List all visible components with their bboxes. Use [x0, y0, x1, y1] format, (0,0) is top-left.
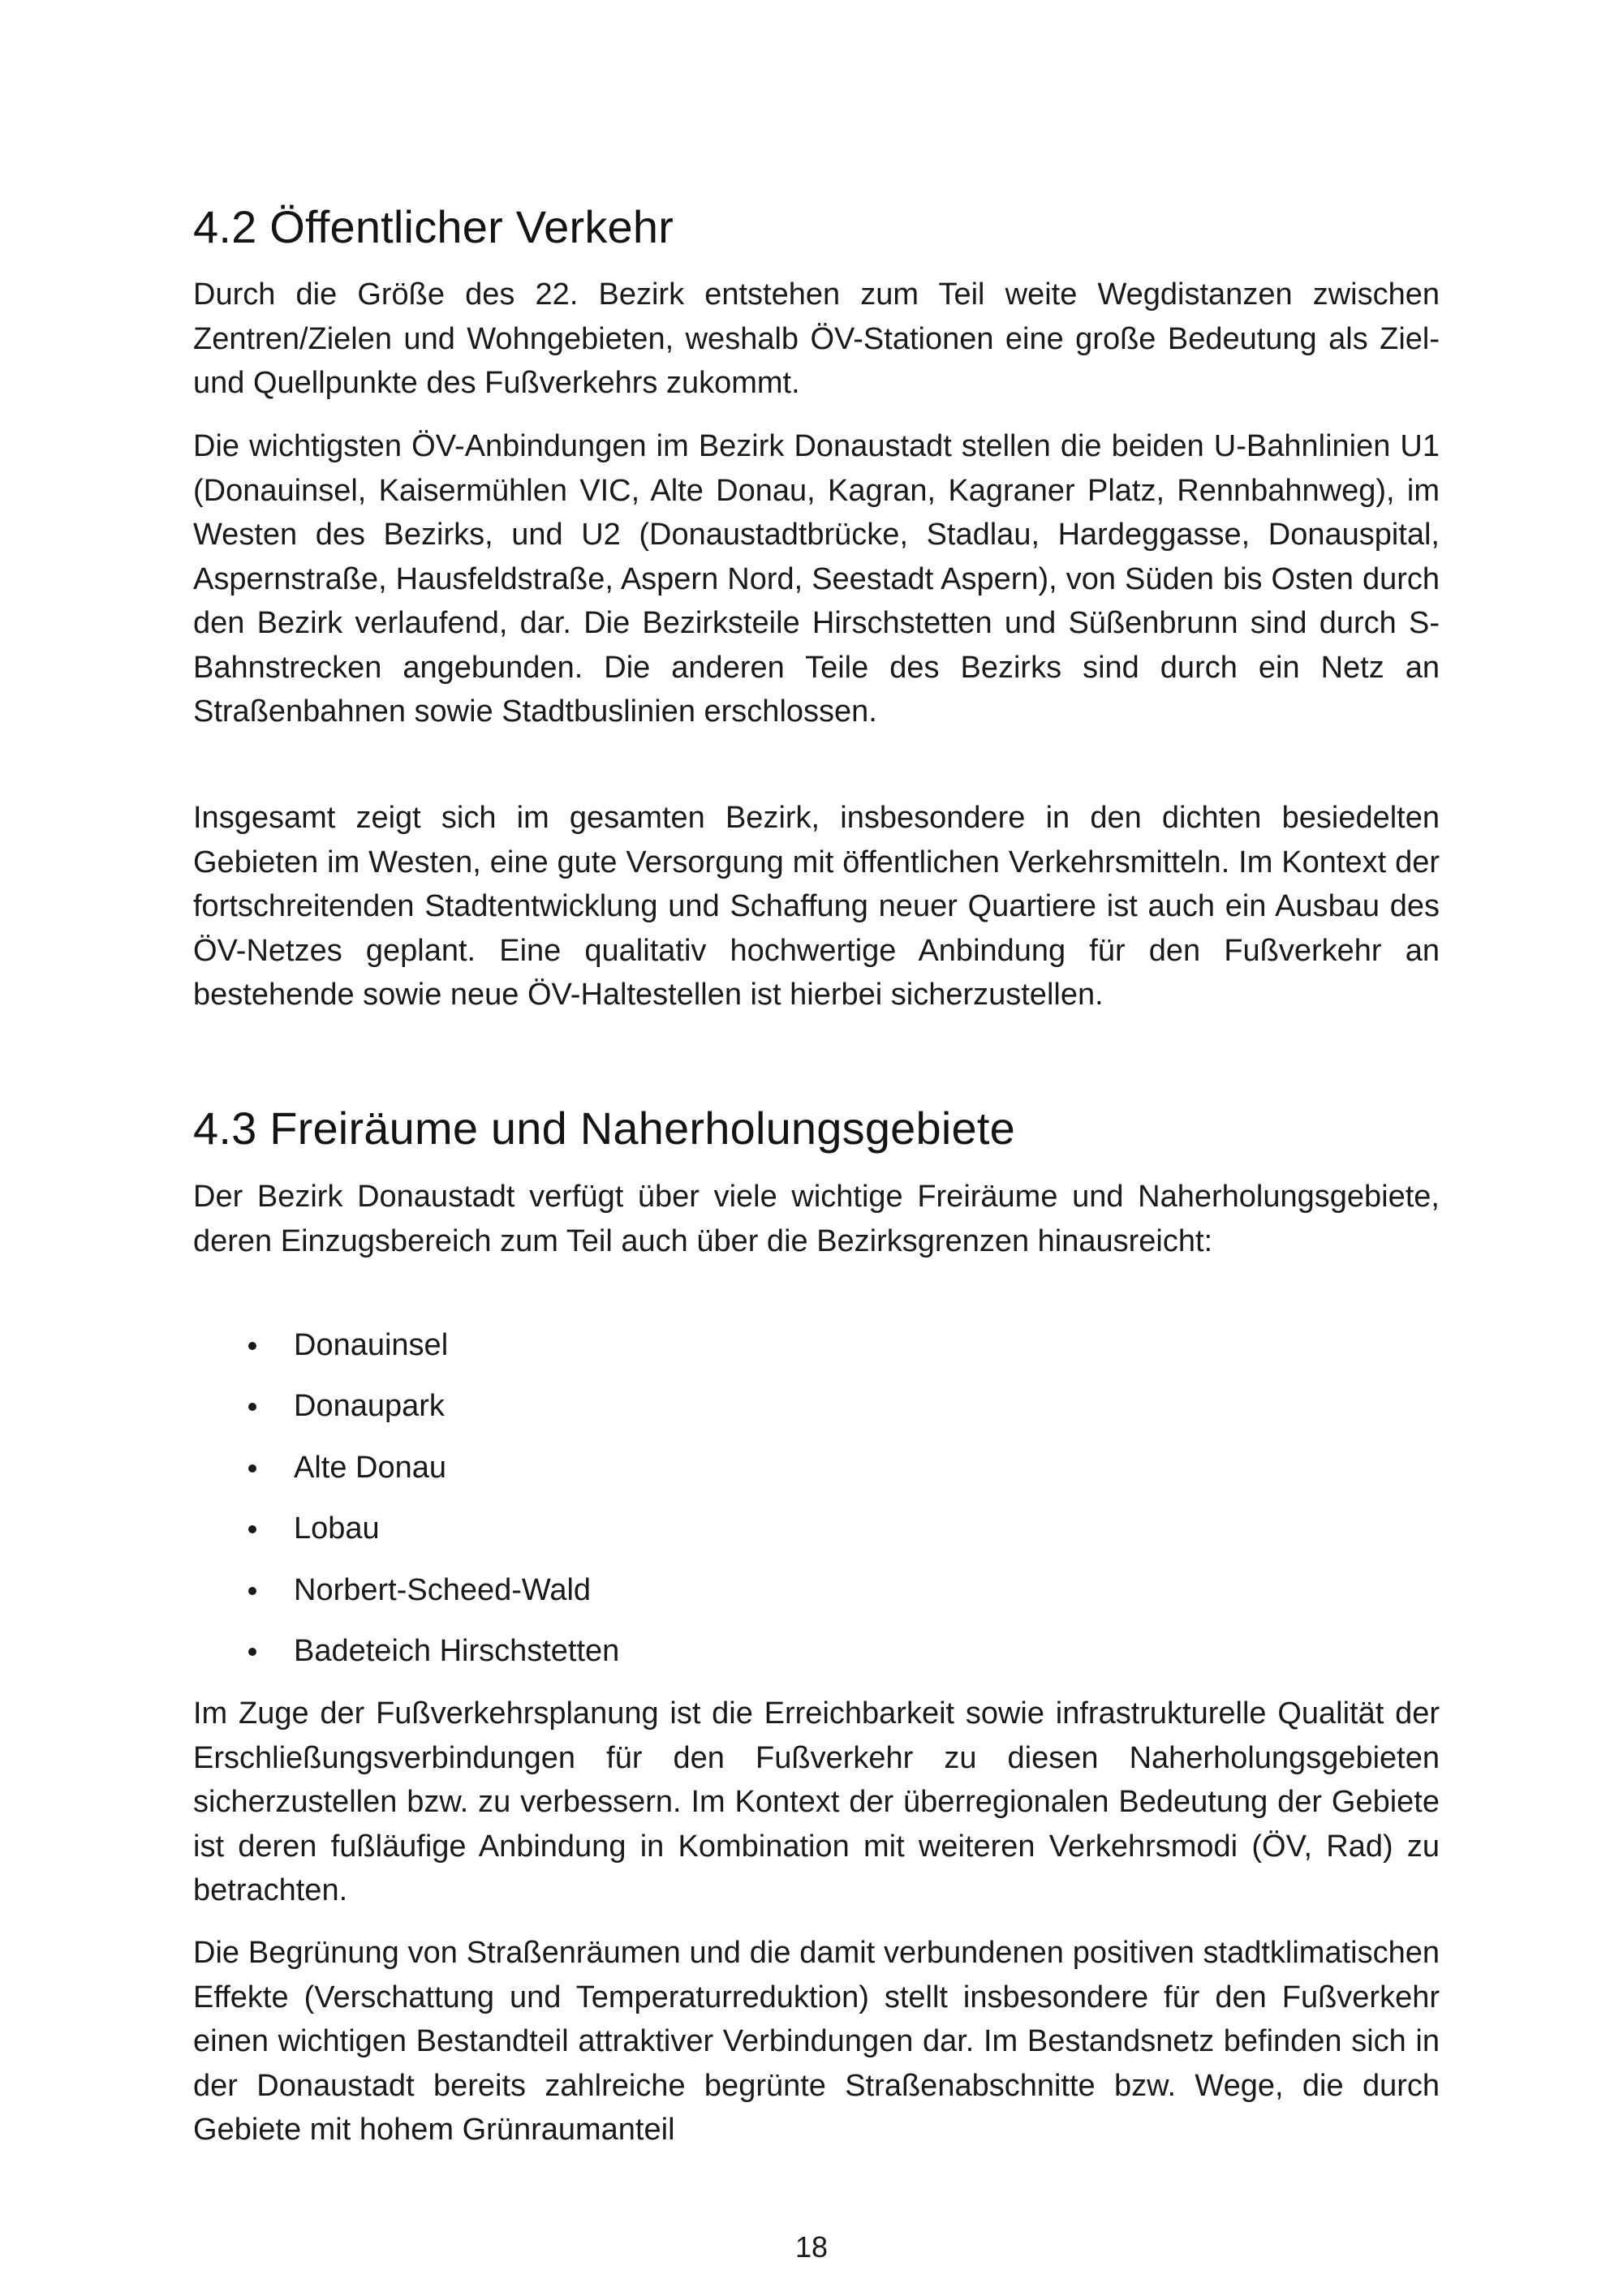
list-item	[193, 1568, 619, 1629]
list-item-text: Norbert-Scheed-Wald	[294, 1572, 592, 1607]
section-heading-public-transport: 4.2 Öffentlicher Verkehr	[193, 201, 674, 252]
list-item-text: Badeteich Hirschstetten	[294, 1633, 620, 1668]
bullet-icon	[248, 1342, 256, 1350]
bullet-icon	[248, 1587, 256, 1595]
list-item-text: Donauinsel	[294, 1328, 449, 1362]
paragraph: Insgesamt zeigt sich im gesamten Bezirk, insbesondere in den dichten besiedelten Gebieten im Westen, eine gute Versorgung mit öffentlichen Verkehrsmitteln. Im Kontext der fortschreitenden Stadtentwicklung und Schaffung neuer Quartiere ist auch ein Ausbau des ÖV-Netzes geplant. Eine qualitativ hochwertige Anbindung für den Fußverkehr an bestehende sowie neue ÖV-Haltestellen ist hierbei sicherzustellen.	[193, 801, 1440, 1012]
paragraph: Im Zuge der Fußverkehrsplanung ist die Erreichbarkeit sowie infrastrukturelle Qualität der Erschließungsverbindungen für den Fußverkehr zu diesen Naherholungsgebieten sicherzustellen bzw. zu verbessern. Im Kontext der überregionalen Bedeutung der Gebiete ist deren fußläufige Anbindung in Kombination mit weiteren Verkehrsmodi (ÖV, Rad) zu betrachten.	[193, 1696, 1440, 1907]
bullet-icon	[248, 1464, 256, 1473]
list-item	[193, 1629, 619, 1690]
list-item-text: Donaupark	[294, 1389, 445, 1424]
bullet-icon	[248, 1648, 256, 1656]
section-heading-open-spaces: 4.3 Freiräume und Naherholungsgebiete	[193, 1103, 1015, 1154]
list-item-text: Lobau	[294, 1511, 380, 1546]
list-item	[193, 1446, 619, 1507]
paragraph: Der Bezirk Donaustadt verfügt über viele wichtige Freiräume und Naherholungsgebiete, deren Einzugsbereich zum Teil auch über die Bezirksgrenzen hinausreicht:	[193, 1180, 1440, 1258]
paragraph: Die Begrünung von Straßenräumen und die damit verbundenen positiven stadtklimatischen Effekte (Verschattung und Temperaturreduktion) stellt insbesondere für den Fußverkehr einen wichtigen Bestandteil attraktiver Verbindungen dar. Im Bestandsnetz befinden sich in der Donaustadt bereits zahlreiche begrünte Straßenabschnitte bzw. Wege, die durch Gebiete mit hohem Grünraumanteil	[193, 1936, 1440, 2147]
bullet-icon	[248, 1403, 256, 1411]
bullet-icon	[248, 1525, 256, 1533]
list-item	[193, 1507, 619, 1567]
list-item	[193, 1384, 619, 1445]
bullet-list	[193, 1323, 619, 1690]
paragraph: Durch die Größe des 22. Bezirk entstehen zum Teil weite Wegdistanzen zwischen Zentren/Zielen und Wohngebieten, weshalb ÖV-Stationen eine große Bedeutung als Ziel- und Quellpunkte des Fußverkehrs zukommt.	[193, 277, 1440, 400]
list-item	[193, 1323, 619, 1384]
list-item-text: Alte Donau	[294, 1450, 447, 1485]
paragraph: Die wichtigsten ÖV-Anbindungen im Bezirk Donaustadt stellen die beiden U-Bahnlinien U1 (Donauinsel, Kaisermühlen VIC, Alte Donau, Kagran, Kagraner Platz, Rennbahnweg), im Westen des Bezirks, und U2 (Donaustadtbrücke, Stadlau, Hardeggasse, Donauspital, Aspernstraße, Hausfeldstraße, Aspern Nord, Seestadt Aspern), von Süden bis Osten durch den Bezirk verlaufend, dar. Die Bezirksteile Hirschstetten und Süßenbrunn sind durch S-Bahnstrecken angebunden. Die anderen Teile des Bezirks sind durch ein Netz an Straßenbahnen sowie Stadtbuslinien erschlossen.	[193, 429, 1440, 729]
page-number: 18	[794, 2230, 829, 2264]
